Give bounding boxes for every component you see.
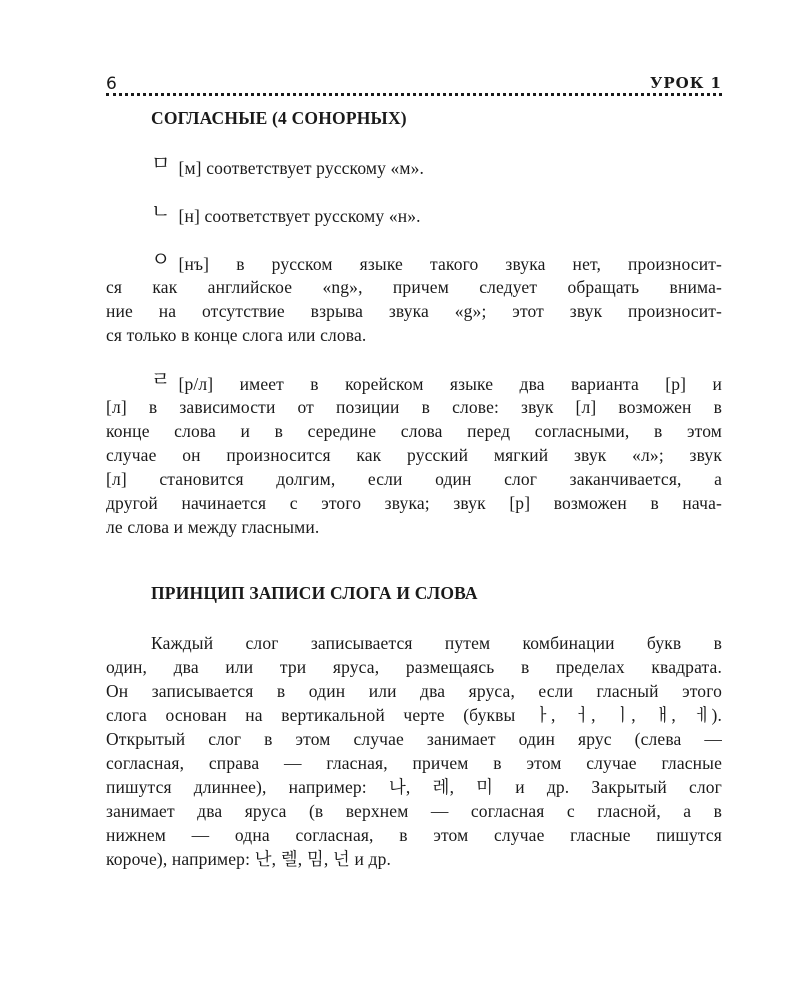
header-dotted-rule [106,93,722,96]
paragraph-line: нижнем — одна согласная, в этом случае гласные пишутся [106,825,722,845]
paragraph-line: Он записывается в один или два яруса, если гласный этого [106,681,722,701]
paragraph-line: ние на отсутствие взрыва звука «g»; этот звук произносит- [106,301,722,321]
hangul-letter-rl: ㄹ [151,367,171,391]
paragraph-line: [л] в зависимости от позиции в слове: звук [л] возможен в [106,397,722,417]
paragraph-line: [р/л] имеет в корейском языке два варианта [р] и [178,374,722,394]
consonant-m-text: [м] соответствует русскому «м». [178,158,425,178]
consonant-ng-line [151,247,722,276]
paragraph-line: [л] становится долгим, если один слог заканчивается, а [106,469,722,489]
paragraph-line: пишутся длиннее), например: 나, 레, 미 и др. Закрытый слог [106,777,722,797]
consonant-n-text: [н] соответствует русскому «н». [178,206,421,226]
hangul-letter-n: ㄴ [151,199,171,223]
running-head: УРОК 1 [650,74,722,92]
page-number: 6 [106,74,117,94]
consonant-n-line [151,199,722,228]
paragraph-line: ся только в конце слога или слова. [106,325,367,345]
section-heading-syllable-principle: ПРИНЦИП ЗАПИСИ СЛОГА И СЛОВА [151,583,478,603]
paragraph-line: занимает два яруса (в верхнем — согласная с гласной, а в [106,801,722,821]
paragraph-line: конце слова и в середине слова перед согласными, в этом [106,421,722,441]
hangul-letter-ng: ㅇ [151,247,171,271]
consonant-rl-line [151,367,722,396]
paragraph-line: ся как английское «ng», причем следует обращать внима- [106,277,722,297]
page-header [106,72,722,94]
section-heading-consonants: СОГЛАСНЫЕ (4 СОНОРНЫХ) [151,108,407,128]
paragraph-line: слога основан на вертикальной черте (буквы ㅏ, ㅓ, ㅣ, ㅐ, ㅔ). [106,705,722,725]
paragraph-line: другой начинается с этого звука; звук [р] возможен в нача- [106,493,722,513]
paragraph-line: случае он произносится как русский мягкий звук «л»; звук [106,445,722,465]
paragraph-line: один, два или три яруса, размещаясь в пределах квадрата. [106,657,722,677]
paragraph-line: короче), например: 난, 렐, 밈, 넌 и др. [106,849,392,869]
paragraph-line: Каждый слог записывается путем комбинации букв в [151,633,722,653]
hangul-letter-m: ㅁ [151,151,171,175]
consonant-m-line [151,151,722,180]
paragraph-line: Открытый слог в этом случае занимает один ярус (слева — [106,729,722,749]
paragraph-line: согласная, справа — гласная, причем в этом случае гласные [106,753,722,773]
paragraph-line: [нъ] в русском языке такого звука нет, произносит- [178,254,722,274]
paragraph-line: ле слова и между гласными. [106,517,320,537]
